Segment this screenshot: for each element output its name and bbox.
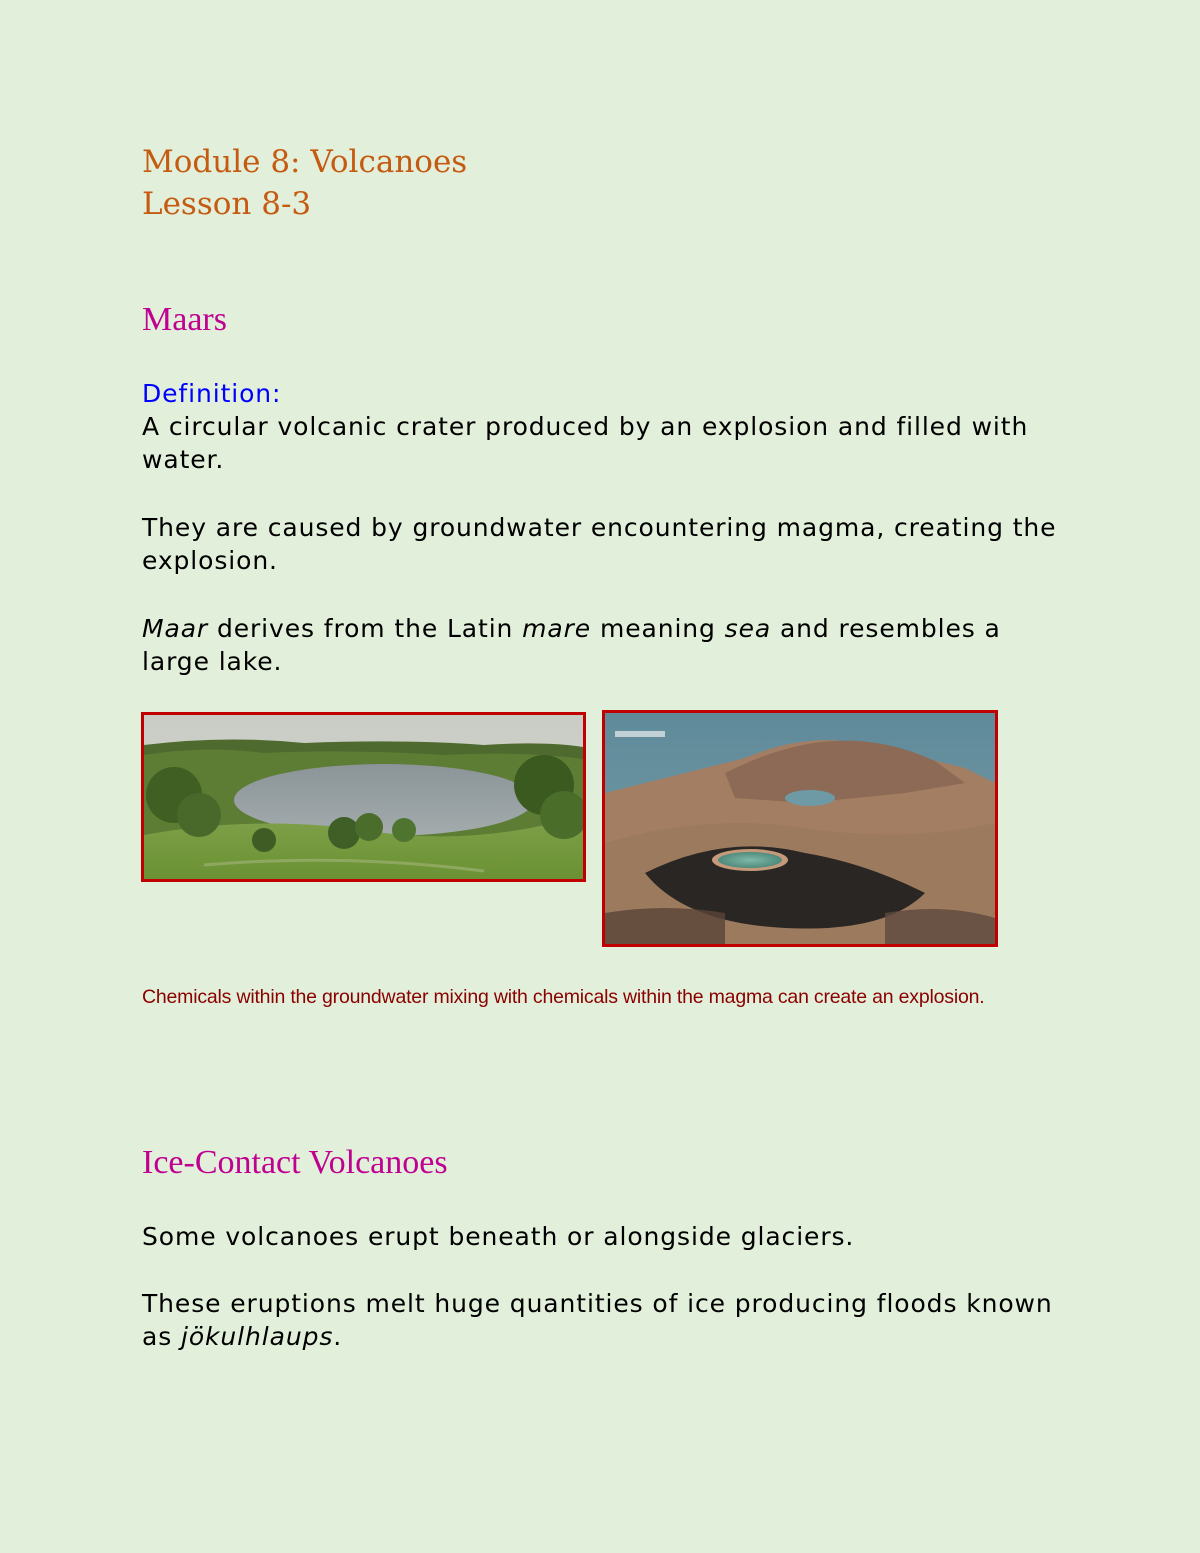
definition-label: Definition: [142, 379, 282, 408]
term-mare: mare [522, 614, 592, 643]
term-maar: Maar [142, 614, 209, 643]
maar-aerial-photo [602, 710, 998, 947]
ice-contact-paragraph-1: Some volcanoes erupt beneath or alongside glaciers. [142, 1222, 855, 1251]
term-sea: sea [724, 614, 772, 643]
ice-contact-paragraph-2-end: . [333, 1322, 343, 1351]
lesson-title: Lesson 8-3 [142, 186, 312, 222]
module-title: Module 8: Volcanoes [142, 144, 468, 180]
cause-paragraph: They are caused by groundwater encountering magma, creating the explosion. [142, 513, 1057, 575]
etymology-text-3: and resembles a large lake. [142, 614, 1001, 676]
etymology-text-2: meaning [591, 614, 725, 643]
maar-caption: Chemicals within the groundwater mixing with chemicals within the magma can create an explosion. [142, 986, 985, 1008]
etymology-paragraph [142, 612, 1072, 678]
definition-block [142, 377, 1072, 476]
etymology-text-1: derives from the Latin [208, 614, 523, 643]
ice-contact-paragraph-2-text: These eruptions melt huge quantities of ice producing floods known as [142, 1289, 1053, 1351]
definition-text: A circular volcanic crater produced by an explosion and filled with water. [142, 412, 1029, 474]
ice-contact-paragraph-2 [142, 1287, 1072, 1353]
ice-contact-heading: Ice-Contact Volcanoes [142, 1144, 448, 1181]
maars-heading: Maars [142, 301, 227, 338]
term-jokulhlaups: jökulhlaups [181, 1322, 334, 1351]
maar-lake-photo [141, 712, 586, 882]
